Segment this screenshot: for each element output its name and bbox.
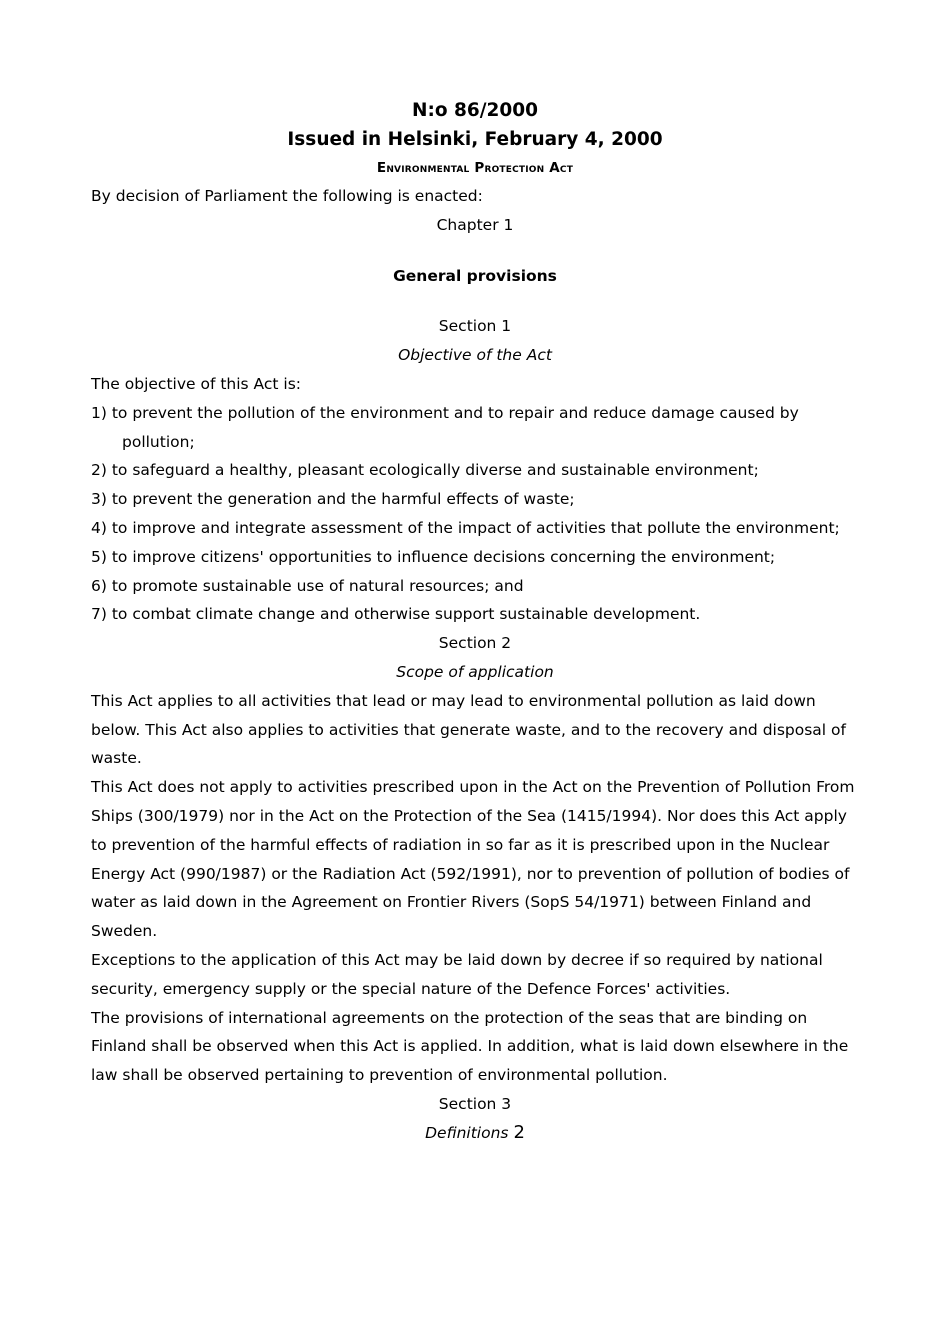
section-label: Section 2 (438, 634, 512, 653)
document-number: N:o 86/2000 (411, 100, 539, 121)
footnote-mark: 2 (513, 1121, 525, 1143)
list-item: 5) to improve citizens' opportunities to influence decisions concerning the environment; (91, 547, 776, 566)
list-item: 3) to prevent the generation and the harmful effects of waste; (91, 490, 575, 509)
list-item: 7) to combat climate change and otherwise support sustainable development. (91, 605, 701, 624)
chapter-label: Chapter 1 (436, 215, 514, 234)
section-title: Definitions (425, 1123, 509, 1142)
document-page (91, 96, 859, 1148)
section-title-row (91, 1119, 859, 1148)
paragraph: This Act does not apply to activities prescribed upon in the Act on the Prevention of Pollution From Ships (300/1979) nor in the Act on the Protection of the Sea (1415/1994). Nor does this Act apply to prevention of the harmful effects of radiation in so far as it is prescribed upon in the Nuclear Energy Act (990/1987) or the Radiation Act (592/1991), nor to prevention of pollution of bodies of water as laid down in the Agreement on Frontier Rivers (SopS 54/1971) between Finland and Sweden. (91, 778, 855, 941)
enactment-clause: By decision of Parliament the following is enacted: (91, 187, 483, 205)
paragraph: The provisions of international agreements on the protection of the seas that are binding on Finland shall be observed when this Act is applied. In addition, what is laid down elsewhere in the law shall be observed pertaining to prevention of environmental pollution. (91, 1008, 849, 1085)
list-item: 6) to promote sustainable use of natural resources; and (91, 576, 524, 595)
list-item: 4) to improve and integrate assessment of the impact of activities that pollute the environment; (91, 518, 840, 537)
section-title: Scope of application (396, 662, 554, 681)
paragraph: This Act applies to all activities that lead or may lead to environmental pollution as laid down below. This Act also applies to activities that generate waste, and to the recovery and disposal of waste. (91, 691, 846, 768)
section-intro: The objective of this Act is: (91, 374, 301, 393)
section-title: Objective of the Act (398, 346, 552, 365)
list-item: 1) to prevent the pollution of the environment and to repair and reduce damage caused by pollution; (91, 403, 799, 451)
paragraph: Exceptions to the application of this Act may be laid down by decree if so required by national security, emergency supply or the special nature of the Defence Forces' activities. (91, 950, 823, 998)
section-label: Section 3 (438, 1094, 512, 1113)
document-issued-line: Issued in Helsinki, February 4, 2000 (287, 129, 663, 150)
chapter-title: General provisions (393, 266, 557, 285)
section-label: Section 1 (438, 317, 512, 336)
list-item: 2) to safeguard a healthy, pleasant ecologically diverse and sustainable environment; (91, 461, 759, 480)
act-title: Environmental Protection Act (376, 160, 574, 176)
